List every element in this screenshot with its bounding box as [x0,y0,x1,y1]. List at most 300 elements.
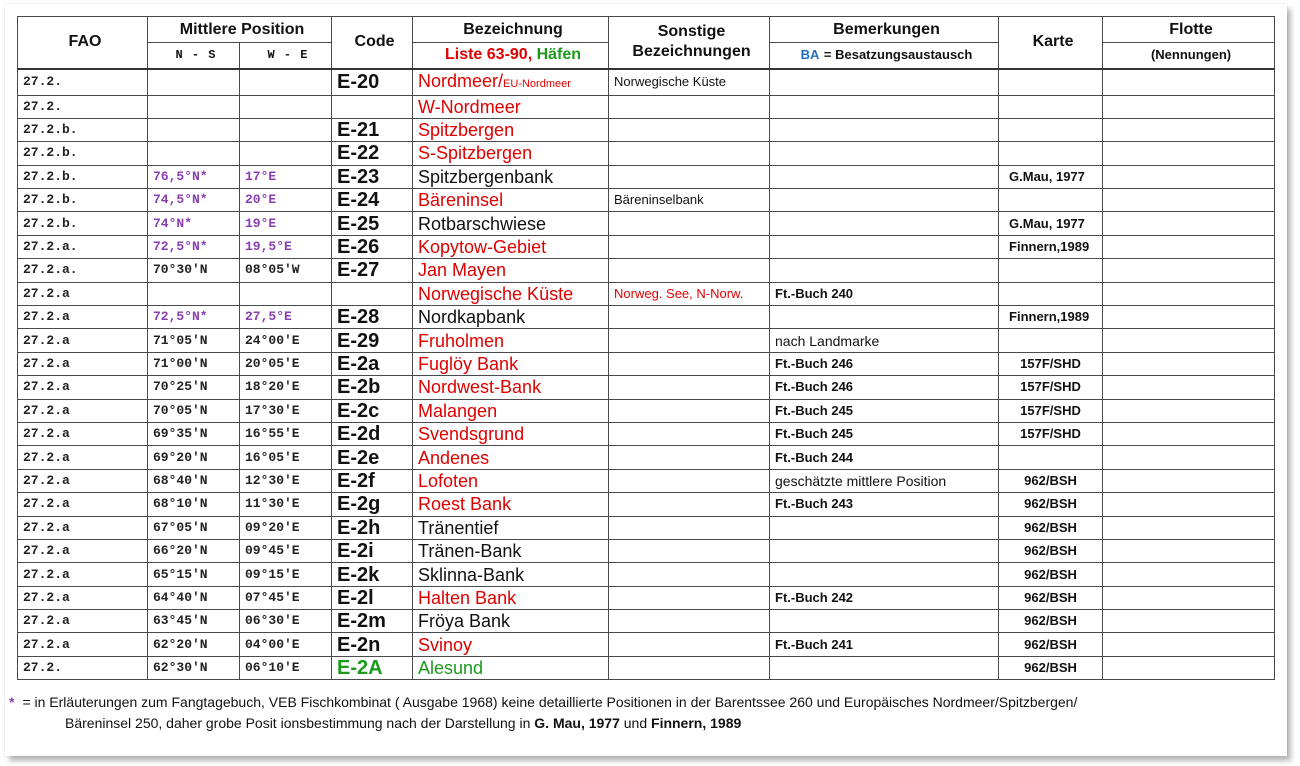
header-bemerkungen: Bemerkungen [770,17,999,43]
cell-bezeichnung [413,282,609,305]
header-karte: Karte [999,17,1103,69]
cell-ns: 68°10'N [148,493,240,516]
cell-karte [999,142,1103,165]
cell-sonstige [609,516,770,539]
cell-sonstige [609,493,770,516]
cell-bemerkungen [770,69,999,96]
cell-flotte [1103,259,1275,282]
bezeichnung-text: Spitzbergenbank [418,166,554,187]
cell-we: 08°05'W [240,259,332,282]
cell-bezeichnung [413,165,609,188]
bezeichnung-text: Lofoten [418,470,479,491]
cell-code: E-2h [332,516,413,539]
bezeichnung-text: Nordkapbank [418,307,526,328]
cell-bemerkungen [770,212,999,235]
table-row [18,656,1275,679]
bezeichnung-text: S-Spitzbergen [418,143,533,164]
cell-bemerkungen: Ft.-Buch 240 [770,282,999,305]
cell-fao: 27.2.a. [18,259,148,282]
cell-fao: 27.2.a [18,376,148,399]
cell-fao: 27.2.a [18,469,148,492]
header-nennungen [1103,43,1275,69]
bezeichnung-text: Malangen [418,400,498,421]
cell-bezeichnung [413,422,609,445]
cell-code: E-2f [332,469,413,492]
cell-sonstige [609,399,770,422]
cell-ns: 74°N* [148,212,240,235]
cell-sonstige [609,469,770,492]
cell-fao: 27.2.a [18,539,148,562]
cell-fao: 27.2.a. [18,235,148,258]
cell-sonstige [609,610,770,633]
cell-we: 19°E [240,212,332,235]
cell-karte: G.Mau, 1977 [999,165,1103,188]
cell-bezeichnung [413,469,609,492]
cell-code: E-2g [332,493,413,516]
cell-fao: 27.2.a [18,516,148,539]
cell-bezeichnung [413,633,609,656]
cell-sonstige [609,235,770,258]
cell-code: E-2k [332,563,413,586]
cell-bemerkungen: Ft.-Buch 245 [770,422,999,445]
cell-fao: 27.2. [18,95,148,118]
cell-bezeichnung [413,656,609,679]
bezeichnung-text: Fuglöy Bank [418,353,519,374]
cell-flotte [1103,282,1275,305]
cell-karte: Finnern,1989 [999,235,1103,258]
cell-karte [999,446,1103,469]
cell-sonstige [609,352,770,375]
table-row [18,165,1275,188]
cell-fao: 27.2.a [18,399,148,422]
cell-code: E-20 [332,69,413,96]
cell-karte: 962/BSH [999,586,1103,609]
table-row [18,446,1275,469]
table-row [18,539,1275,562]
cell-bezeichnung [413,118,609,141]
cell-bemerkungen: Ft.-Buch 245 [770,399,999,422]
cell-karte [999,259,1103,282]
cell-ns: 76,5°N* [148,165,240,188]
cell-code: E-2b [332,376,413,399]
table-body [18,69,1275,680]
table-row [18,282,1275,305]
cell-sonstige [609,142,770,165]
cell-fao: 27.2. [18,656,148,679]
bezeichnung-text: Kopytow-Gebiet [418,237,547,258]
footnote-text2: Bäreninsel 250, daher grobe Posit ionsbestimmung nach der Darstellung in [65,715,535,731]
cell-fao: 27.2.a [18,633,148,656]
cell-bezeichnung [413,212,609,235]
cell-ns: 70°30'N [148,259,240,282]
cell-bemerkungen [770,189,999,212]
cell-flotte [1103,142,1275,165]
cell-flotte [1103,95,1275,118]
cell-we: 07°45'E [240,586,332,609]
cell-flotte [1103,539,1275,562]
cell-ns: 68°40'N [148,469,240,492]
cell-ns: 62°20'N [148,633,240,656]
cell-karte [999,282,1103,305]
cell-sonstige: Norwegische Küste [609,69,770,96]
cell-karte: 962/BSH [999,539,1103,562]
cell-bemerkungen [770,610,999,633]
cell-karte: 157F/SHD [999,399,1103,422]
cell-karte: G.Mau, 1977 [999,212,1103,235]
table-row [18,422,1275,445]
cell-ns: 71°05'N [148,329,240,352]
cell-flotte [1103,446,1275,469]
footnote-ref-mau: G. Mau, 1977 [534,715,620,731]
cell-karte: 962/BSH [999,469,1103,492]
cell-sonstige [609,259,770,282]
cell-we: 04°00'E [240,633,332,656]
cell-ns: 72,5°N* [148,235,240,258]
cell-flotte [1103,586,1275,609]
cell-bezeichnung [413,563,609,586]
header-code: Code [332,17,413,69]
table-row [18,259,1275,282]
header-ba-text: = Besatzungsaustausch [823,47,973,63]
cell-fao: 27.2.b. [18,118,148,141]
table-row [18,329,1275,352]
cell-bemerkungen [770,306,999,329]
cell-code: E-27 [332,259,413,282]
cell-fao: 27.2.a [18,586,148,609]
cell-bezeichnung [413,352,609,375]
cell-ns: 63°45'N [148,610,240,633]
cell-fao: 27.2.a [18,282,148,305]
cell-we: 09°15'E [240,563,332,586]
cell-flotte [1103,352,1275,375]
cell-sonstige [609,656,770,679]
cell-flotte [1103,235,1275,258]
cell-ns: 70°05'N [148,399,240,422]
footnote-line1 [9,692,1279,713]
cell-karte: 962/BSH [999,563,1103,586]
header-fao: FAO [18,17,148,69]
cell-code: E-24 [332,189,413,212]
header-sonstige [609,17,770,69]
bezeichnung-text: Alesund [418,658,484,679]
cell-ns: 62°30'N [148,656,240,679]
cell-flotte [1103,493,1275,516]
cell-sonstige [609,446,770,469]
cell-fao: 27.2.b. [18,165,148,188]
cell-bezeichnung [413,69,609,96]
cell-bezeichnung [413,539,609,562]
cell-fao: 27.2.a [18,493,148,516]
cell-code [332,95,413,118]
cell-bemerkungen [770,516,999,539]
cell-bezeichnung [413,329,609,352]
cell-we [240,95,332,118]
cell-flotte [1103,165,1275,188]
cell-code: E-2d [332,422,413,445]
cell-code: E-2n [332,633,413,656]
cell-ns: 72,5°N* [148,306,240,329]
cell-we: 17°E [240,165,332,188]
cell-bemerkungen: Ft.-Buch 246 [770,352,999,375]
cell-we: 11°30'E [240,493,332,516]
cell-ns: 64°40'N [148,586,240,609]
cell-karte [999,189,1103,212]
cell-ns [148,282,240,305]
cell-ns: 74,5°N* [148,189,240,212]
cell-karte [999,95,1103,118]
cell-ns [148,142,240,165]
bezeichnung-text: Rotbarschwiese [418,213,547,234]
bezeichnung-text: Tränen-Bank [418,541,522,562]
table-row [18,610,1275,633]
cell-code: E-2c [332,399,413,422]
cell-fao: 27.2.a [18,329,148,352]
header-ba-abbr: BA [800,47,820,63]
cell-we: 06°10'E [240,656,332,679]
cell-bemerkungen [770,235,999,258]
cell-karte: 157F/SHD [999,376,1103,399]
header-sonstige-line1: Sonstige [657,23,726,41]
table-row [18,212,1275,235]
cell-karte: 962/BSH [999,610,1103,633]
cell-code: E-2a [332,352,413,375]
cell-we: 24°00'E [240,329,332,352]
cell-we: 20°05'E [240,352,332,375]
cell-karte: 962/BSH [999,656,1103,679]
cell-flotte [1103,469,1275,492]
cell-karte [999,329,1103,352]
bezeichnung-text: Roest Bank [418,494,512,515]
cell-flotte [1103,212,1275,235]
bezeichnung-text: Nordmeer/ [418,70,504,91]
cell-sonstige: Bäreninselbank [609,189,770,212]
cell-fao: 27.2.a [18,610,148,633]
cell-flotte [1103,422,1275,445]
cell-fao: 27.2.a [18,352,148,375]
table-row [18,586,1275,609]
cell-flotte [1103,563,1275,586]
cell-bezeichnung [413,586,609,609]
cell-karte [999,118,1103,141]
cell-bezeichnung [413,610,609,633]
cell-code: E-28 [332,306,413,329]
cell-bemerkungen [770,142,999,165]
cell-we [240,142,332,165]
cell-sonstige [609,539,770,562]
cell-ns [148,95,240,118]
cell-ns: 65°15'N [148,563,240,586]
header-flotte: Flotte [1103,17,1275,43]
cell-bemerkungen: Ft.-Buch 244 [770,446,999,469]
cell-ns: 71°00'N [148,352,240,375]
cell-karte: 157F/SHD [999,352,1103,375]
cell-bezeichnung [413,142,609,165]
fishing-grounds-table [17,16,1275,680]
table-row [18,189,1275,212]
cell-we: 06°30'E [240,610,332,633]
cell-sonstige [609,563,770,586]
cell-flotte [1103,118,1275,141]
cell-bezeichnung [413,376,609,399]
cell-fao: 27.2.a [18,446,148,469]
cell-flotte [1103,610,1275,633]
table-row [18,69,1275,96]
table-row [18,376,1275,399]
table-row [18,563,1275,586]
cell-bezeichnung [413,516,609,539]
cell-bemerkungen [770,539,999,562]
cell-fao: 27.2.b. [18,142,148,165]
cell-bezeichnung [413,95,609,118]
cell-we: 16°55'E [240,422,332,445]
cell-fao: 27.2.b. [18,212,148,235]
cell-sonstige [609,306,770,329]
header-ns: N - S [148,43,240,69]
cell-code: E-2i [332,539,413,562]
cell-bemerkungen: Ft.-Buch 243 [770,493,999,516]
cell-karte [999,69,1103,96]
cell-fao: 27.2.a [18,306,148,329]
footnote-und: und [619,715,652,731]
table-row [18,516,1275,539]
cell-bemerkungen [770,118,999,141]
document-page [5,4,1287,756]
cell-sonstige [609,329,770,352]
cell-sonstige [609,633,770,656]
cell-bezeichnung [413,306,609,329]
cell-code: E-26 [332,235,413,258]
bezeichnung-text: Bäreninsel [418,190,504,211]
footnote [9,692,1279,734]
cell-we: 09°45'E [240,539,332,562]
header-ba [770,43,999,69]
cell-code: E-22 [332,142,413,165]
cell-we [240,282,332,305]
cell-flotte [1103,306,1275,329]
cell-bezeichnung [413,493,609,516]
cell-code: E-2l [332,586,413,609]
footnote-line2 [9,713,1279,734]
cell-karte: 157F/SHD [999,422,1103,445]
cell-sonstige [609,118,770,141]
cell-we: 18°20'E [240,376,332,399]
cell-bemerkungen [770,656,999,679]
table-header [18,17,1275,69]
footnote-text1: = in Erläuterungen zum Fangtagebuch, VEB Fischkombinat ( Ausgabe 1968) keine detaillierte Positionen in der Barentssee 260 und Europäisches Nordmeer/Spitzbergen/ [22,694,1078,710]
cell-bemerkungen: Ft.-Buch 242 [770,586,999,609]
table-row [18,352,1275,375]
cell-we [240,69,332,96]
cell-bemerkungen [770,95,999,118]
table-row [18,306,1275,329]
cell-bemerkungen [770,563,999,586]
header-mittlere-position: Mittlere Position [148,17,332,43]
footnote-ref-finnern: Finnern, 1989 [651,715,742,731]
cell-flotte [1103,69,1275,96]
cell-ns [148,69,240,96]
bezeichnung-text: Sklinna-Bank [418,564,525,585]
cell-ns: 69°35'N [148,422,240,445]
cell-flotte [1103,189,1275,212]
header-liste [413,43,609,69]
cell-bemerkungen [770,259,999,282]
cell-sonstige [609,95,770,118]
bezeichnung-text: Fröya Bank [418,611,511,632]
cell-code: E-21 [332,118,413,141]
cell-fao: 27.2.b. [18,189,148,212]
cell-we: 27,5°E [240,306,332,329]
table-row [18,95,1275,118]
bezeichnung-text: Tränentief [418,517,499,538]
cell-we: 16°05'E [240,446,332,469]
cell-bezeichnung [413,446,609,469]
bezeichnung-text: Jan Mayen [418,260,507,281]
bezeichnung-text: Andenes [418,447,490,468]
cell-fao: 27.2. [18,69,148,96]
table-row [18,142,1275,165]
cell-code: E-23 [332,165,413,188]
bezeichnung-text: Norwegische Küste [418,283,574,304]
cell-ns: 69°20'N [148,446,240,469]
header-we: W - E [240,43,332,69]
cell-code: E-25 [332,212,413,235]
cell-we: 12°30'E [240,469,332,492]
cell-flotte [1103,376,1275,399]
cell-code: E-2e [332,446,413,469]
table-row [18,399,1275,422]
cell-fao: 27.2.a [18,422,148,445]
cell-flotte [1103,329,1275,352]
cell-code [332,282,413,305]
header-haefen: Häfen [536,46,582,64]
cell-sonstige: Norweg. See, N-Norw. [609,282,770,305]
cell-bemerkungen: Ft.-Buch 241 [770,633,999,656]
table-row [18,118,1275,141]
table-row [18,633,1275,656]
cell-bezeichnung [413,259,609,282]
table-row [18,235,1275,258]
cell-we: 17°30'E [240,399,332,422]
header-nennungen-text: (Nennungen) [1150,47,1232,63]
header-sonstige-line2: Bezeichnungen [632,43,751,61]
bezeichnung-text: Fruholmen [418,330,505,351]
cell-sonstige [609,422,770,445]
cell-bezeichnung [413,235,609,258]
header-liste-red: Liste 63-90, [444,46,533,64]
cell-flotte [1103,516,1275,539]
header-bezeichnung: Bezeichnung [413,17,609,43]
bezeichnung-small: EU-Nordmeer [503,77,571,90]
cell-sonstige [609,376,770,399]
cell-karte: 962/BSH [999,516,1103,539]
bezeichnung-text: Halten Bank [418,587,517,608]
footnote-star: * [9,694,15,710]
cell-bemerkungen: nach Landmarke [770,329,999,352]
cell-code: E-2A [332,656,413,679]
bezeichnung-text: Spitzbergen [418,120,515,141]
cell-we [240,118,332,141]
cell-karte: 962/BSH [999,493,1103,516]
cell-karte: 962/BSH [999,633,1103,656]
cell-flotte [1103,399,1275,422]
cell-sonstige [609,212,770,235]
cell-ns: 70°25'N [148,376,240,399]
bezeichnung-text: Nordwest-Bank [418,377,542,398]
cell-we: 19,5°E [240,235,332,258]
cell-ns: 67°05'N [148,516,240,539]
cell-karte: Finnern,1989 [999,306,1103,329]
bezeichnung-text: W-Nordmeer [418,96,521,117]
